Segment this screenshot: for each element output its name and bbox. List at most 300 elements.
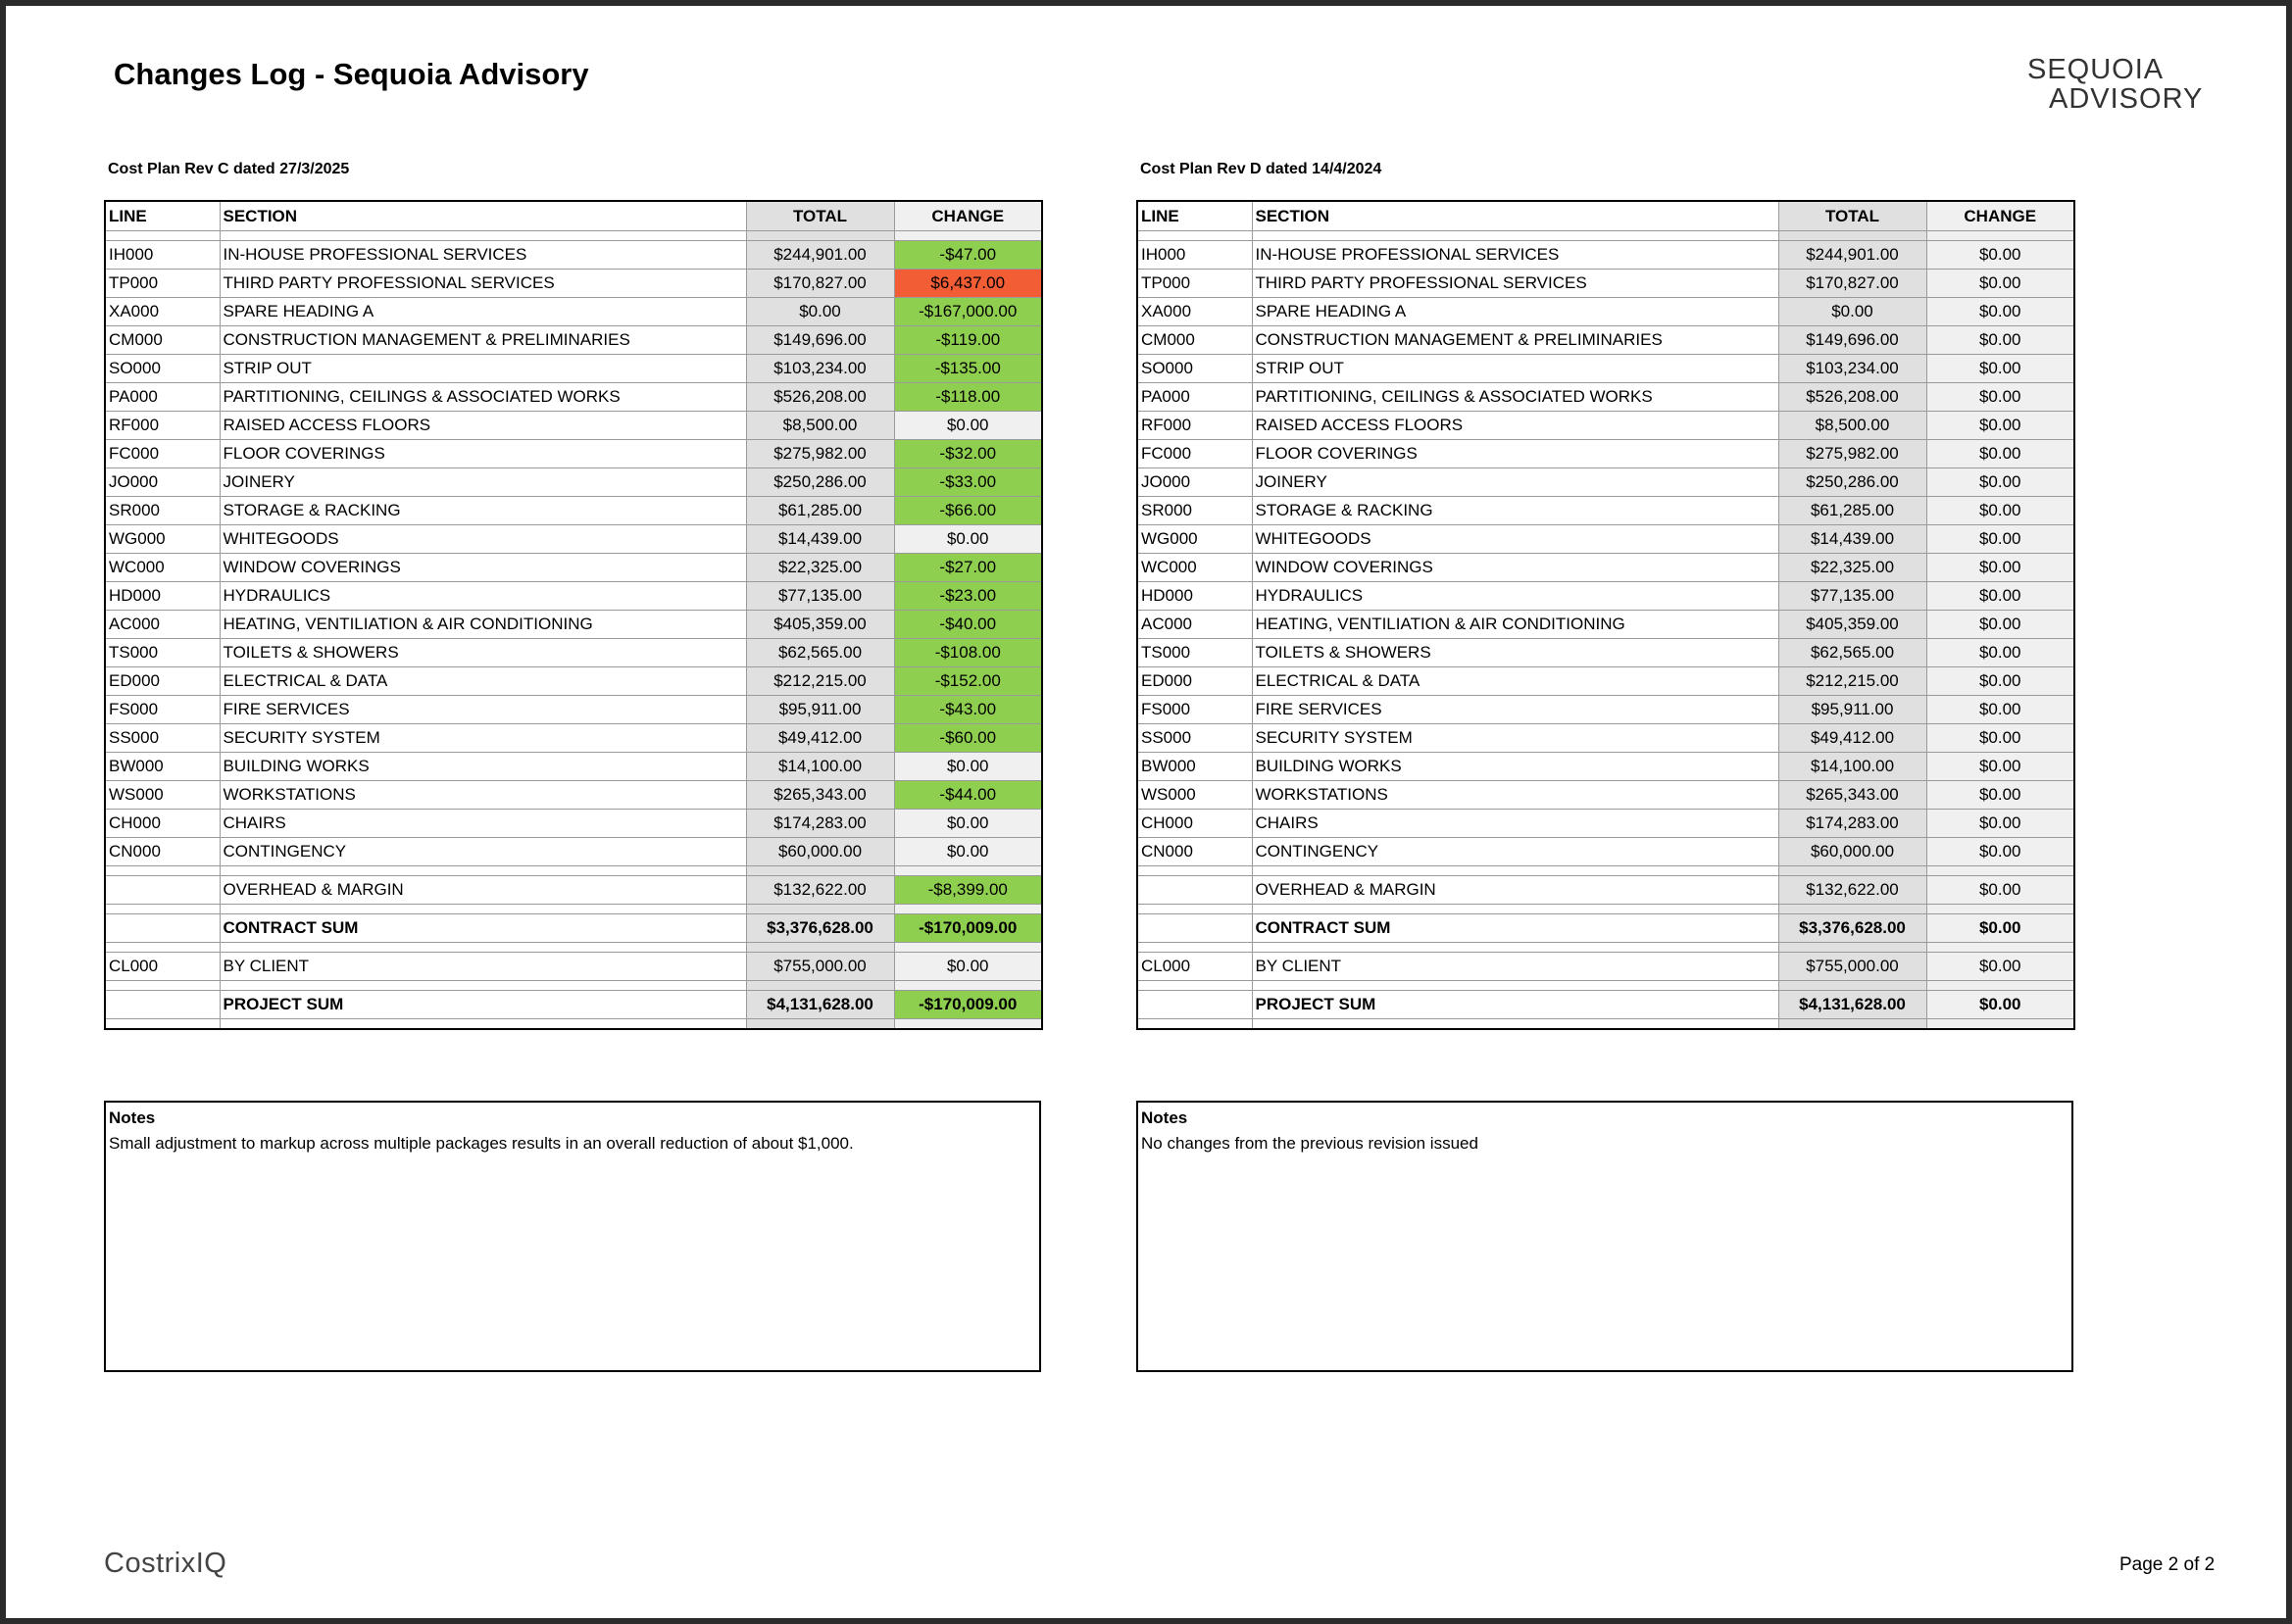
table-row (105, 838, 1042, 866)
spacer-cell (105, 866, 220, 876)
total-cell: $4,131,628.00 (1778, 991, 1926, 1019)
change-cell: -$27.00 (894, 554, 1042, 582)
table-row (1137, 667, 2074, 696)
spacer-cell (1778, 1019, 1926, 1030)
section-cell: WHITEGOODS (1252, 525, 1778, 554)
change-cell: -$43.00 (894, 696, 1042, 724)
total-cell: $14,439.00 (746, 525, 894, 554)
line-code-cell: AC000 (1137, 611, 1252, 639)
page-title: Changes Log - Sequoia Advisory (114, 57, 589, 91)
section-cell: STRIP OUT (220, 355, 746, 383)
spacer-cell (1137, 231, 1252, 241)
change-cell: $0.00 (1926, 953, 2074, 981)
change-cell: $0.00 (1926, 611, 2074, 639)
table-row (105, 383, 1042, 412)
total-cell: $77,135.00 (1778, 582, 1926, 611)
total-cell: $405,359.00 (746, 611, 894, 639)
line-code-cell: SR000 (1137, 497, 1252, 525)
line-code-cell: IH000 (1137, 241, 1252, 270)
table-row (1137, 270, 2074, 298)
total-cell: $103,234.00 (746, 355, 894, 383)
spacer-cell (1926, 981, 2074, 991)
section-header: SECTION (220, 201, 746, 231)
spacer-cell (1252, 1019, 1778, 1030)
total-cell: $61,285.00 (746, 497, 894, 525)
section-cell: SECURITY SYSTEM (220, 724, 746, 753)
table-row (1137, 991, 2074, 1019)
change-cell: -$44.00 (894, 781, 1042, 810)
section-cell: BUILDING WORKS (1252, 753, 1778, 781)
spacer-row (1137, 866, 2074, 876)
table-row (1137, 753, 2074, 781)
section-cell: FLOOR COVERINGS (220, 440, 746, 468)
change-cell: $0.00 (1926, 497, 2074, 525)
line-code-cell: CM000 (1137, 326, 1252, 355)
section-cell: HYDRAULICS (1252, 582, 1778, 611)
change-cell: -$118.00 (894, 383, 1042, 412)
total-cell: $244,901.00 (1778, 241, 1926, 270)
line-code-cell: FS000 (105, 696, 220, 724)
line-code-cell: TP000 (1137, 270, 1252, 298)
section-cell: SPARE HEADING A (220, 298, 746, 326)
change-cell: $0.00 (1926, 696, 2074, 724)
total-cell: $244,901.00 (746, 241, 894, 270)
change-cell: $0.00 (1926, 326, 2074, 355)
change-cell: -$60.00 (894, 724, 1042, 753)
table-row (1137, 724, 2074, 753)
section-cell: PROJECT SUM (1252, 991, 1778, 1019)
change-cell: $0.00 (1926, 753, 2074, 781)
header-row (1137, 201, 2074, 231)
notes-body: No changes from the previous revision issued (1141, 1134, 1478, 1153)
table-row (105, 876, 1042, 905)
section-cell: IN-HOUSE PROFESSIONAL SERVICES (220, 241, 746, 270)
spacer-cell (1137, 943, 1252, 953)
line-code-cell: TP000 (105, 270, 220, 298)
table-row (105, 991, 1042, 1019)
section-cell: THIRD PARTY PROFESSIONAL SERVICES (1252, 270, 1778, 298)
table-row (105, 953, 1042, 981)
spacer-cell (894, 943, 1042, 953)
table-row (105, 781, 1042, 810)
line-code-cell: RF000 (1137, 412, 1252, 440)
line-code-cell: JO000 (1137, 468, 1252, 497)
sequoia-logo (2025, 55, 2221, 114)
section-cell: CONTINGENCY (1252, 838, 1778, 866)
table-row (1137, 810, 2074, 838)
notes-box (104, 1101, 1041, 1372)
total-cell: $14,100.00 (1778, 753, 1926, 781)
change-cell: $0.00 (894, 810, 1042, 838)
total-cell: $755,000.00 (1778, 953, 1926, 981)
line-header: LINE (1137, 201, 1252, 231)
total-cell: $265,343.00 (1778, 781, 1926, 810)
spacer-row (105, 866, 1042, 876)
line-code-cell: WC000 (105, 554, 220, 582)
section-cell: ELECTRICAL & DATA (220, 667, 746, 696)
change-header: CHANGE (894, 201, 1042, 231)
line-code-cell: ED000 (1137, 667, 1252, 696)
total-cell: $49,412.00 (1778, 724, 1926, 753)
total-cell: $103,234.00 (1778, 355, 1926, 383)
total-cell: $149,696.00 (746, 326, 894, 355)
table-row (1137, 525, 2074, 554)
total-cell: $3,376,628.00 (746, 914, 894, 943)
table-row (1137, 355, 2074, 383)
spacer-row (105, 981, 1042, 991)
line-code-cell: AC000 (105, 611, 220, 639)
spacer-cell (746, 981, 894, 991)
spacer-row (1137, 943, 2074, 953)
change-cell: $0.00 (1926, 241, 2074, 270)
spacer-cell (220, 905, 746, 914)
total-cell: $526,208.00 (746, 383, 894, 412)
total-cell: $4,131,628.00 (746, 991, 894, 1019)
notes-body: Small adjustment to markup across multiple packages results in an overall reduction of about $1,000. (109, 1134, 854, 1153)
change-cell: $0.00 (1926, 991, 2074, 1019)
line-code-cell: CH000 (105, 810, 220, 838)
section-cell: FIRE SERVICES (1252, 696, 1778, 724)
spacer-row (105, 943, 1042, 953)
line-code-cell: SS000 (105, 724, 220, 753)
table-row (105, 611, 1042, 639)
total-cell: $405,359.00 (1778, 611, 1926, 639)
change-cell: $0.00 (1926, 724, 2074, 753)
cost-plan-table (1136, 200, 2075, 1030)
table-row (105, 914, 1042, 943)
change-cell: -$119.00 (894, 326, 1042, 355)
change-cell: -$32.00 (894, 440, 1042, 468)
change-cell: $0.00 (1926, 914, 2074, 943)
section-cell: PARTITIONING, CEILINGS & ASSOCIATED WORKS (220, 383, 746, 412)
total-cell: $22,325.00 (746, 554, 894, 582)
total-cell: $62,565.00 (1778, 639, 1926, 667)
section-cell: CONTINGENCY (220, 838, 746, 866)
spacer-cell (1137, 981, 1252, 991)
line-code-cell: IH000 (105, 241, 220, 270)
line-code-cell: JO000 (105, 468, 220, 497)
total-cell: $60,000.00 (1778, 838, 1926, 866)
line-code-cell (1137, 991, 1252, 1019)
table-row (1137, 241, 2074, 270)
change-cell: -$108.00 (894, 639, 1042, 667)
spacer-cell (1252, 981, 1778, 991)
table-row (105, 525, 1042, 554)
table-row (1137, 953, 2074, 981)
table-row (1137, 468, 2074, 497)
spacer-cell (105, 1019, 220, 1030)
spacer-row (105, 1019, 1042, 1030)
section-cell: HEATING, VENTILIATION & AIR CONDITIONING (1252, 611, 1778, 639)
spacer-cell (1926, 866, 2074, 876)
table-row (105, 412, 1042, 440)
spacer-row (1137, 981, 2074, 991)
section-cell: BUILDING WORKS (220, 753, 746, 781)
section-cell: STRIP OUT (1252, 355, 1778, 383)
section-cell: CHAIRS (220, 810, 746, 838)
table-row (105, 582, 1042, 611)
spacer-cell (894, 905, 1042, 914)
total-cell: $14,439.00 (1778, 525, 1926, 554)
total-cell: $174,283.00 (1778, 810, 1926, 838)
table-row (1137, 326, 2074, 355)
total-cell: $250,286.00 (746, 468, 894, 497)
table-row (1137, 781, 2074, 810)
spacer-cell (105, 981, 220, 991)
change-cell: $0.00 (1926, 270, 2074, 298)
spacer-cell (1926, 943, 2074, 953)
total-cell: $8,500.00 (746, 412, 894, 440)
line-code-cell: CH000 (1137, 810, 1252, 838)
line-code-cell: RF000 (105, 412, 220, 440)
logo-line-1: SEQUOIA (2027, 54, 2165, 85)
spacer-cell (1778, 981, 1926, 991)
line-code-cell (105, 991, 220, 1019)
section-cell: PARTITIONING, CEILINGS & ASSOCIATED WORKS (1252, 383, 1778, 412)
line-code-cell: TS000 (1137, 639, 1252, 667)
total-cell: $8,500.00 (1778, 412, 1926, 440)
change-cell: $0.00 (1926, 876, 2074, 905)
total-cell: $95,911.00 (1778, 696, 1926, 724)
change-cell: $0.00 (894, 753, 1042, 781)
section-cell: FIRE SERVICES (220, 696, 746, 724)
section-cell: IN-HOUSE PROFESSIONAL SERVICES (1252, 241, 1778, 270)
spacer-cell (1252, 231, 1778, 241)
change-cell: $0.00 (1926, 468, 2074, 497)
total-cell: $0.00 (1778, 298, 1926, 326)
line-code-cell: FC000 (105, 440, 220, 468)
total-cell: $14,100.00 (746, 753, 894, 781)
section-cell: WHITEGOODS (220, 525, 746, 554)
section-cell: OVERHEAD & MARGIN (220, 876, 746, 905)
line-code-cell: HD000 (1137, 582, 1252, 611)
change-cell: $0.00 (1926, 440, 2074, 468)
change-cell: -$170,009.00 (894, 991, 1042, 1019)
spacer-cell (894, 231, 1042, 241)
section-cell: HEATING, VENTILIATION & AIR CONDITIONING (220, 611, 746, 639)
table-row (1137, 838, 2074, 866)
line-code-cell: SO000 (1137, 355, 1252, 383)
line-code-cell: PA000 (1137, 383, 1252, 412)
header-row (105, 201, 1042, 231)
table-row (105, 440, 1042, 468)
change-cell: $0.00 (894, 838, 1042, 866)
line-code-cell (1137, 914, 1252, 943)
total-cell: $212,215.00 (746, 667, 894, 696)
table-row (105, 810, 1042, 838)
table-row (1137, 639, 2074, 667)
total-header: TOTAL (1778, 201, 1926, 231)
line-code-cell: WG000 (1137, 525, 1252, 554)
section-cell: STORAGE & RACKING (220, 497, 746, 525)
change-cell: $0.00 (1926, 525, 2074, 554)
section-cell: CHAIRS (1252, 810, 1778, 838)
total-cell: $132,622.00 (1778, 876, 1926, 905)
total-cell: $526,208.00 (1778, 383, 1926, 412)
spacer-cell (1778, 943, 1926, 953)
line-code-cell: BW000 (1137, 753, 1252, 781)
spacer-cell (1926, 905, 2074, 914)
change-cell: -$66.00 (894, 497, 1042, 525)
table-row (105, 724, 1042, 753)
total-cell: $149,696.00 (1778, 326, 1926, 355)
spacer-cell (1137, 1019, 1252, 1030)
table-row (105, 270, 1042, 298)
section-header: SECTION (1252, 201, 1778, 231)
section-cell: PROJECT SUM (220, 991, 746, 1019)
change-cell: -$167,000.00 (894, 298, 1042, 326)
section-cell: CONSTRUCTION MANAGEMENT & PRELIMINARIES (220, 326, 746, 355)
change-cell: $0.00 (1926, 298, 2074, 326)
spacer-cell (894, 1019, 1042, 1030)
spacer-cell (105, 905, 220, 914)
change-cell: $6,437.00 (894, 270, 1042, 298)
costrix-logo: CostrixIQ (104, 1548, 227, 1579)
section-cell: WINDOW COVERINGS (1252, 554, 1778, 582)
table-row (1137, 876, 2074, 905)
change-cell: -$170,009.00 (894, 914, 1042, 943)
table-row (105, 554, 1042, 582)
table-row (105, 468, 1042, 497)
change-cell: $0.00 (1926, 582, 2074, 611)
change-cell: $0.00 (1926, 554, 2074, 582)
spacer-row (105, 231, 1042, 241)
table-row (105, 355, 1042, 383)
section-cell: RAISED ACCESS FLOORS (1252, 412, 1778, 440)
change-cell: $0.00 (1926, 412, 2074, 440)
spacer-row (1137, 905, 2074, 914)
table-row (1137, 440, 2074, 468)
spacer-row (105, 905, 1042, 914)
spacer-cell (746, 231, 894, 241)
change-cell: -$135.00 (894, 355, 1042, 383)
line-code-cell: WG000 (105, 525, 220, 554)
total-cell: $62,565.00 (746, 639, 894, 667)
spacer-cell (746, 943, 894, 953)
section-cell: FLOOR COVERINGS (1252, 440, 1778, 468)
total-cell: $174,283.00 (746, 810, 894, 838)
notes-box (1136, 1101, 2073, 1372)
section-cell: JOINERY (1252, 468, 1778, 497)
panel-heading: Cost Plan Rev C dated 27/3/2025 (108, 161, 350, 177)
table-row (105, 241, 1042, 270)
total-cell: $49,412.00 (746, 724, 894, 753)
section-cell: OVERHEAD & MARGIN (1252, 876, 1778, 905)
spacer-cell (220, 231, 746, 241)
total-cell: $95,911.00 (746, 696, 894, 724)
change-cell: -$40.00 (894, 611, 1042, 639)
line-header: LINE (105, 201, 220, 231)
report-page (6, 6, 2286, 1618)
spacer-cell (105, 231, 220, 241)
line-code-cell: WS000 (1137, 781, 1252, 810)
spacer-cell (894, 981, 1042, 991)
section-cell: TOILETS & SHOWERS (220, 639, 746, 667)
section-cell: CONTRACT SUM (220, 914, 746, 943)
section-cell: WORKSTATIONS (220, 781, 746, 810)
spacer-cell (1778, 866, 1926, 876)
change-cell: $0.00 (894, 412, 1042, 440)
total-header: TOTAL (746, 201, 894, 231)
section-cell: CONSTRUCTION MANAGEMENT & PRELIMINARIES (1252, 326, 1778, 355)
change-cell: $0.00 (1926, 781, 2074, 810)
total-cell: $60,000.00 (746, 838, 894, 866)
line-code-cell (105, 914, 220, 943)
table-row (1137, 412, 2074, 440)
table-row (1137, 611, 2074, 639)
spacer-cell (105, 943, 220, 953)
line-code-cell: WC000 (1137, 554, 1252, 582)
line-code-cell: FC000 (1137, 440, 1252, 468)
section-cell: SECURITY SYSTEM (1252, 724, 1778, 753)
spacer-cell (220, 981, 746, 991)
section-cell: STORAGE & RACKING (1252, 497, 1778, 525)
spacer-cell (1252, 905, 1778, 914)
change-cell: $0.00 (1926, 355, 2074, 383)
spacer-cell (746, 866, 894, 876)
section-cell: THIRD PARTY PROFESSIONAL SERVICES (220, 270, 746, 298)
spacer-cell (746, 1019, 894, 1030)
table-row (1137, 298, 2074, 326)
table-row (1137, 914, 2074, 943)
line-code-cell: CN000 (1137, 838, 1252, 866)
table-row (1137, 554, 2074, 582)
spacer-cell (220, 1019, 746, 1030)
line-code-cell: ED000 (105, 667, 220, 696)
spacer-row (1137, 1019, 2074, 1030)
section-cell: HYDRAULICS (220, 582, 746, 611)
notes-title: Notes (109, 1108, 156, 1127)
change-cell: -$33.00 (894, 468, 1042, 497)
line-code-cell (1137, 876, 1252, 905)
spacer-cell (220, 866, 746, 876)
line-code-cell: PA000 (105, 383, 220, 412)
change-cell: $0.00 (1926, 810, 2074, 838)
section-cell: BY CLIENT (220, 953, 746, 981)
section-cell: RAISED ACCESS FLOORS (220, 412, 746, 440)
total-cell: $61,285.00 (1778, 497, 1926, 525)
line-code-cell: SO000 (105, 355, 220, 383)
section-cell: ELECTRICAL & DATA (1252, 667, 1778, 696)
cost-plan-table (104, 200, 1043, 1030)
change-cell: -$47.00 (894, 241, 1042, 270)
change-cell: -$23.00 (894, 582, 1042, 611)
total-cell: $0.00 (746, 298, 894, 326)
section-cell: WORKSTATIONS (1252, 781, 1778, 810)
change-cell: -$152.00 (894, 667, 1042, 696)
table-row (105, 667, 1042, 696)
total-cell: $22,325.00 (1778, 554, 1926, 582)
change-cell: $0.00 (1926, 667, 2074, 696)
spacer-cell (1252, 866, 1778, 876)
table-row (1137, 696, 2074, 724)
spacer-cell (1926, 1019, 2074, 1030)
table-row (105, 696, 1042, 724)
spacer-row (1137, 231, 2074, 241)
total-cell: $265,343.00 (746, 781, 894, 810)
change-cell: $0.00 (1926, 639, 2074, 667)
table-row (105, 639, 1042, 667)
section-cell: SPARE HEADING A (1252, 298, 1778, 326)
spacer-cell (1778, 905, 1926, 914)
table-row (105, 753, 1042, 781)
line-code-cell (105, 876, 220, 905)
change-cell: -$8,399.00 (894, 876, 1042, 905)
table-row (1137, 383, 2074, 412)
spacer-cell (1778, 231, 1926, 241)
table-row (1137, 497, 2074, 525)
line-code-cell: WS000 (105, 781, 220, 810)
